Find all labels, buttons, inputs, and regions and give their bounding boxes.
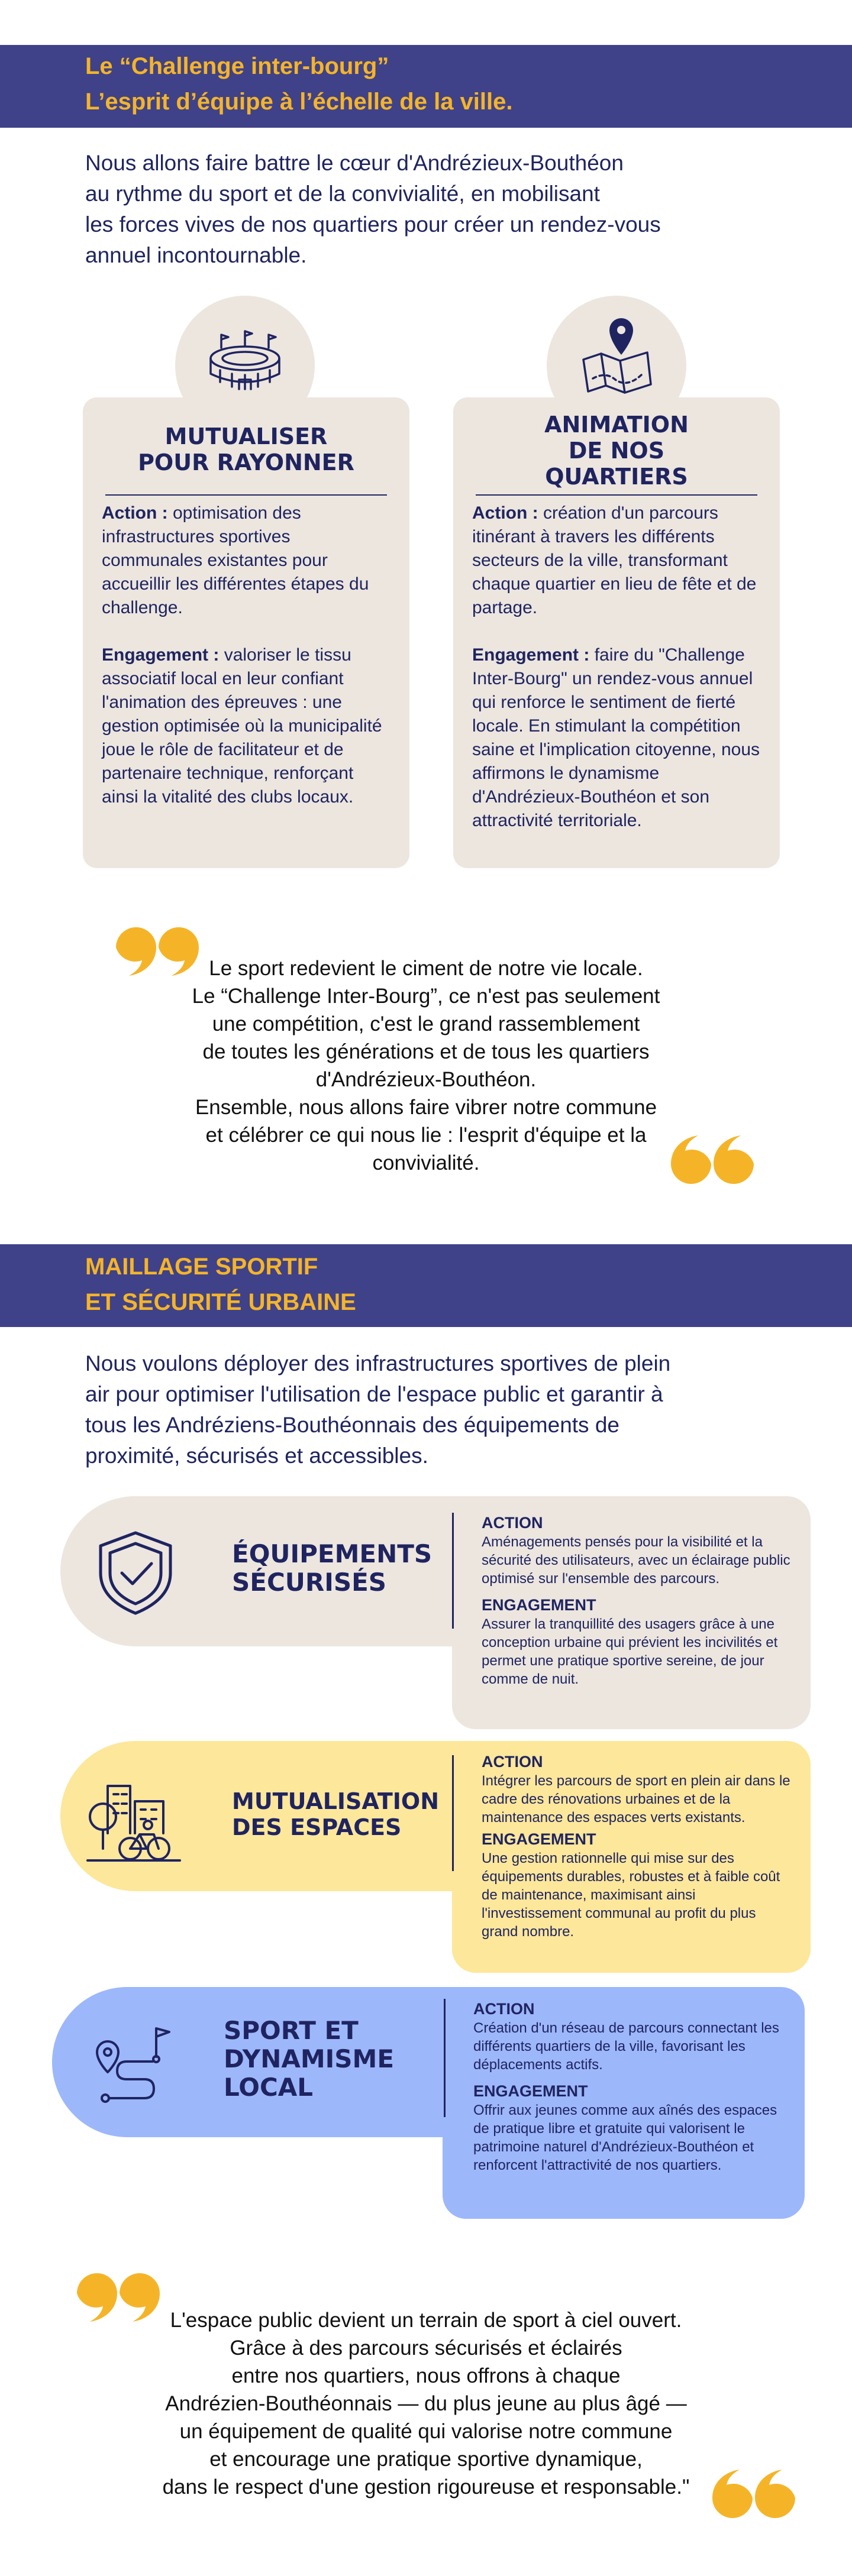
card-right-text <box>472 501 762 856</box>
card-right-rule <box>476 494 757 496</box>
row-equipements-circle <box>64 1500 207 1643</box>
section1-intro <box>85 148 661 271</box>
action-label: ACTION <box>473 2000 535 2018</box>
quote-line: Andrézien-Bouthéonnais — du plus jeune au plus âgé — <box>165 2392 687 2415</box>
card-left-rule <box>105 494 387 496</box>
card-right-title <box>453 412 780 490</box>
action-text: Intégrer les parcours de sport en plein air dans le cadre des rénovations urbaines et de la maintenance des espaces verts existants. <box>482 1773 790 1826</box>
engagement-label: ENGAGEMENT <box>482 1830 596 1848</box>
engagement-text: faire du "Challenge Inter-Bourg" un rendez-vous annuel qui renforce le sentiment de fierté locale. En stimulant la compétition saine et l'implication citoyenne, nous affirmons le dynamisme d'Andrézieux-Bouthéon et son attractivité territoriale. <box>472 645 760 830</box>
action-label: Action : <box>102 503 168 523</box>
quote-line: convivialité. <box>372 1151 480 1174</box>
action-label: ACTION <box>482 1753 543 1771</box>
action-text: Aménagements pensés pour la visibilité et la sécurité des utilisateurs, avec un éclairage public optimisé sur l'ensemble des parcours. <box>482 1534 790 1587</box>
row-title-line: LOCAL <box>224 2073 314 2102</box>
row-sport-circle <box>56 1991 199 2134</box>
city-bike-icon <box>64 1745 207 1888</box>
row-title-line: DES ESPACES <box>232 1814 402 1840</box>
engagement-label: ENGAGEMENT <box>482 1596 596 1614</box>
card-title-line: DE NOS <box>568 438 665 464</box>
action-label: ACTION <box>482 1514 543 1532</box>
quote-line: Ensemble, nous allons faire vibrer notre commune <box>195 1096 657 1119</box>
quote-line: un équipement de qualité qui valorise notre commune <box>179 2420 673 2443</box>
quote-close-icon <box>665 1135 760 1199</box>
quote-1 <box>130 954 722 1177</box>
card-title-line: POUR RAYONNER <box>138 449 354 475</box>
row-title-line: DYNAMISME <box>224 2044 395 2073</box>
engagement-text: valoriser le tissu associatif local en leur confiant l'animation des épreuves : une gestion optimisée où la municipalité joue le rôle de facilitateur et de partenaire technique, renforçant ainsi la vitalité des clubs locaux. <box>102 645 382 807</box>
section1-title-line2: L’esprit d’équipe à l’échelle de la ville. <box>85 89 513 115</box>
engagement-label: Engagement : <box>102 645 220 665</box>
row-sport-title <box>224 2017 394 2102</box>
quote-line: entre nos quartiers, nous offrons à chaque <box>231 2364 621 2387</box>
intro-line: les forces vives de nos quartiers pour créer un rendez-vous <box>85 212 661 237</box>
quote-line: et célébrer ce qui nous lie : l'esprit d'équipe et la <box>205 1124 647 1147</box>
section2-intro <box>85 1348 670 1471</box>
intro-line: air pour optimiser l'utilisation de l'espace public et garantir à <box>85 1382 663 1406</box>
shield-check-icon <box>64 1500 207 1643</box>
quote-2 <box>106 2306 746 2501</box>
card-mutualiser <box>83 397 409 868</box>
engagement-text: Une gestion rationnelle qui mise sur des équipements durables, robustes et à faible coût de maintenance, maximisant ainsi l'investissement communal au profit du plus grand nombre. <box>482 1850 780 1940</box>
intro-line: annuel incontournable. <box>85 243 307 267</box>
engagement-label: Engagement : <box>472 645 590 665</box>
row-sport-divider <box>444 1999 446 2117</box>
action-text: création d'un parcours itinérant à travers les différents secteurs de la ville, transformant chaque quartier en lieu de fête et de partage. <box>472 503 757 617</box>
route-flag-icon <box>56 1991 199 2134</box>
card-title-line: ANIMATION <box>544 412 689 438</box>
row-title-line: ÉQUIPEMENTS <box>232 1539 433 1568</box>
card-animation <box>453 397 780 868</box>
quote-line: Le sport redevient le ciment de notre vie locale. <box>209 957 643 980</box>
section2-title-line1: MAILLAGE SPORTIF <box>85 1254 318 1280</box>
card-left-text <box>102 501 392 833</box>
quote-line: de toutes les générations et de tous les quartiers <box>202 1040 650 1063</box>
quote-close-icon <box>706 2470 801 2533</box>
action-text: Création d'un réseau de parcours connectant les différents quartiers de la ville, favorisant les déplacements actifs. <box>473 2020 779 2073</box>
quote-line: L'espace public devient un terrain de sport à ciel ouvert. <box>170 2309 682 2332</box>
row-sport-text <box>473 1999 787 2182</box>
quote-line: Grâce à des parcours sécurisés et éclairés <box>230 2336 622 2360</box>
engagement-text: Assurer la tranquillité des usagers grâce à une conception urbaine qui prévient les incivilités et permet une pratique sportive sereine, de jour comme de nuit. <box>482 1616 778 1687</box>
section1-title-line1: Le “Challenge inter-bourg” <box>85 53 389 79</box>
intro-line: au rythme du sport et de la convivialité, en mobilisant <box>85 182 600 206</box>
action-label: Action : <box>472 503 538 523</box>
quote-line: une compétition, c'est le grand rassemblement <box>212 1012 640 1035</box>
quote-line: Le “Challenge Inter-Bourg”, ce n'est pas seulement <box>192 985 660 1008</box>
engagement-text: Offrir aux jeunes comme aux aînés des espaces de pratique libre et gratuite qui valorisent le patrimoine naturel d'Andrézieux-Bouthéon et renforcent l'attractivité de nos quartiers. <box>473 2102 777 2173</box>
row-mutualisation-circle <box>64 1745 207 1888</box>
row-mutualisation-text <box>482 1752 795 1948</box>
intro-line: Nous voulons déployer des infrastructures sportives de plein <box>85 1351 671 1376</box>
intro-line: tous les Andréziens-Bouthéonnais des équipements de <box>85 1413 619 1437</box>
row-title-line: SÉCURISÉS <box>232 1568 387 1597</box>
section2-title-line2: ET SÉCURITÉ URBAINE <box>85 1289 356 1315</box>
row-equipements-title <box>232 1540 432 1597</box>
quote-line: dans le respect d'une gestion rigoureuse et responsable." <box>162 2475 690 2499</box>
quote-line: et encourage une pratique sportive dynamique, <box>209 2448 643 2471</box>
card-title-line: QUARTIERS <box>545 464 688 490</box>
row-equipements-divider <box>452 1513 454 1629</box>
row-title-line: MUTUALISATION <box>232 1788 440 1814</box>
intro-line: Nous allons faire battre le cœur d'Andrézieux-Bouthéon <box>85 151 624 175</box>
row-equipements-text <box>482 1513 795 1695</box>
action-text: optimisation des infrastructures sportives communales existantes pour accueillir les différentes étapes du challenge. <box>102 503 369 617</box>
intro-line: proximité, sécurisés et accessibles. <box>85 1444 428 1468</box>
card-title-line: MUTUALISER <box>164 423 328 449</box>
row-title-line: SPORT ET <box>224 2016 359 2045</box>
row-mutualisation-title <box>232 1788 439 1840</box>
section2-title <box>85 1249 356 1320</box>
card-left-title <box>83 423 409 475</box>
quote-line: d'Andrézieux-Bouthéon. <box>315 1068 537 1091</box>
section1-title <box>85 48 513 119</box>
engagement-label: ENGAGEMENT <box>473 2082 588 2100</box>
row-mutualisation-divider <box>452 1755 454 1871</box>
